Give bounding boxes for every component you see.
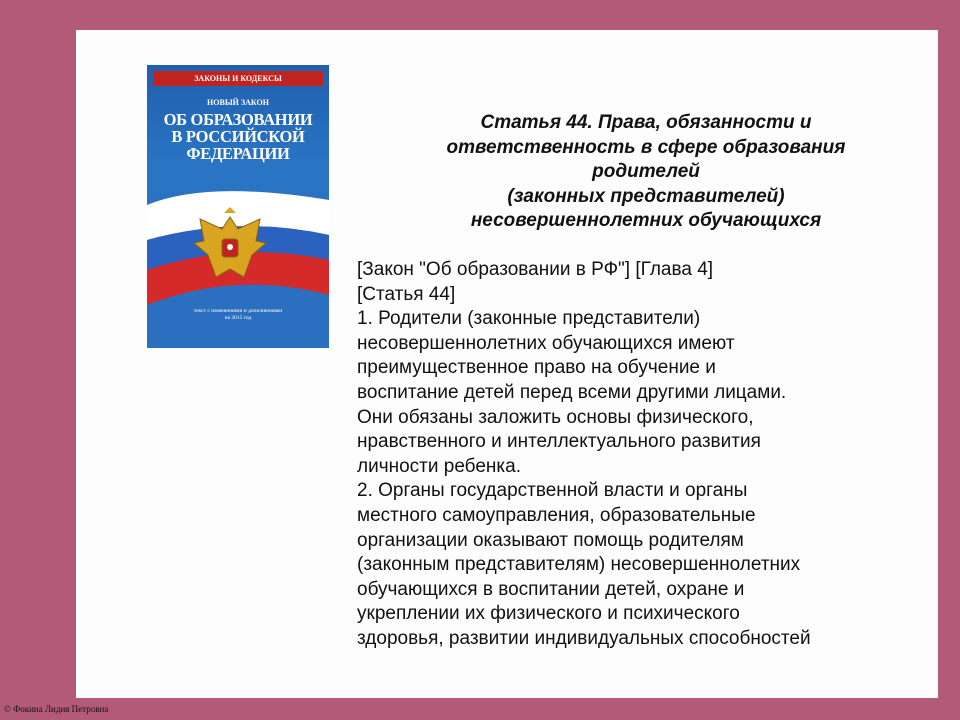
body-line: Они обязаны заложить основы физического, [357, 406, 754, 428]
body-line: воспитание детей перед всеми другими лицами. [357, 381, 787, 403]
body-line: 1. Родители (законные представители) [357, 308, 701, 330]
book-title-line: ОБ ОБРАЗОВАНИИ [163, 110, 313, 129]
book-title-line: В РОССИЙСКОЙ [171, 127, 305, 146]
heading-line: родителей [592, 161, 700, 182]
heading-line: ответственность в сфере образования [446, 136, 846, 158]
body-line: (законным представителям) несовершеннолетних [357, 554, 801, 576]
slide [76, 30, 938, 698]
body-line: организации оказывают помощь родителям [357, 529, 744, 551]
body-line: здоровья, развитии индивидуальных способностей [357, 627, 811, 649]
book-series-label: ЗАКОНЫ И КОДЕКСЫ [153, 71, 323, 86]
body-line: нравственного и интеллектуального развития [357, 431, 761, 453]
article-body [357, 258, 937, 652]
body-line: 2. Органы государственной власти и органы [357, 480, 748, 502]
article-heading [366, 111, 926, 234]
body-line: местного самоуправления, образовательные [357, 504, 756, 526]
book-cover [147, 65, 329, 348]
heading-line: Статья 44. Права, обязанности и [480, 112, 812, 133]
body-line: преимущественное право на обучение и [357, 357, 716, 379]
book-subtitle: НОВЫЙ ЗАКОН [207, 98, 269, 107]
book-note [151, 308, 325, 322]
body-line: личности ребенка. [357, 455, 521, 477]
heading-line: несовершеннолетних обучающихся [470, 210, 822, 231]
flag-emblem-image [147, 185, 329, 305]
body-line: укреплении их физического и психического [357, 603, 740, 625]
body-line: несовершеннолетних обучающихся имеют [357, 332, 735, 354]
book-title-line: ФЕДЕРАЦИИ [186, 144, 290, 163]
body-line: обучающихся в воспитании детей, охране и [357, 578, 745, 600]
copyright-notice: © Фокина Лидия Петровна [4, 704, 109, 714]
heading-line: (законных представителей) [507, 185, 785, 207]
body-line: [Закон "Об образовании в РФ"] [Глава 4] [357, 259, 714, 280]
book-note-line: текст с изменениями и дополнениями [193, 308, 283, 314]
body-line: [Статья 44] [357, 283, 456, 305]
book-note-line: на 2015 год [224, 315, 252, 321]
book-title [151, 111, 325, 162]
